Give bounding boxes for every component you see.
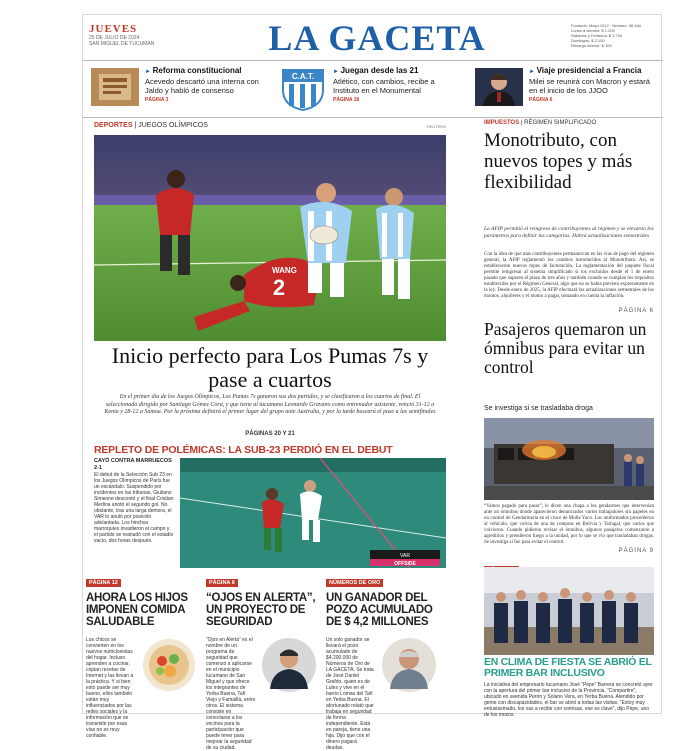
main-lede: En el primer día de los Juegos Olímpicos, Los Pumas 7s ganaron sus dos partidos, y se clasificaron a los cuartos de final. El seleccionado dirigido por Santiago Gómez Cora, y que tiene al tucumano Leonardo Gravano como entrenador asistente, venció 31-12 a Kenia y 28-12 a Samoa. Por la próxima definirá el primer lugar del grupo ante Australia, y por la tarde buscará el pase a las semifinales xyxy=(104,394,436,415)
newspaper-title[interactable]: LA GACETA xyxy=(268,18,486,58)
secondary-subhead: CAYÓ CONTRA MARRUECOS 2-1 xyxy=(94,458,172,471)
right-kicker-grey[interactable]: RÉGIMEN SIMPLIFICADO xyxy=(524,120,597,126)
masthead-info-line: Lunes a viernes: $ 1.200 xyxy=(571,28,615,33)
omnibus-body: “Vamos pagado para pasar”, le dicen una chapa a los gendarmes que intervenían ante un ómnibus donde aparecieron denunciados varios trabajadores sin papeles en un control de Gendarmería en el cruce de Molle Yaco. Los uniformados procedieron al vehículo, que volvía de una de compras en Bolivia y Tartagal, que varios que volvieron. Cuando pidieron revisar el ómnibus, algunos pasajeros comenzaron a agredirlos y prendieron fuego a la unidad, por lo que se vio que trasladaban drogas. Se investiga si fue para evitar el control. xyxy=(484,504,654,545)
masthead-info-line: Fundado: Mayo 1912 · Número: 36.4## xyxy=(571,23,642,28)
teaser-body: Acevedo descartó una interna con Jaldo y habló de consenso xyxy=(145,77,259,95)
section-label: DEPORTES | JUEGOS OLÍMPICOS REUTERS xyxy=(94,122,446,129)
bottom-body: Un solo ganador se llevará el pozo acumulado de $4.200.000 de Números de Oro de LA GACETA. Se trata de José Daniel Grafón, quien es de Lules y vive en el barrio Lomas del Tafí en Yerba Buena. El afortunado relató que trabaja en seguridad de forma independiente. Está en pareja, tiene una hija. Dijo que con el dinero pagará deudas. xyxy=(326,637,374,751)
teaser-page: PÁGINA 6 xyxy=(529,97,553,103)
var-offside-photo[interactable] xyxy=(180,458,446,568)
photo-credit: REUTERS xyxy=(426,124,446,129)
teaser-page: PÁGINA 3 xyxy=(145,97,169,103)
subsection-name[interactable]: JUEGOS OLÍMPICOS xyxy=(138,122,208,129)
masthead-date-line: 25 DE JULIO DE 2024 xyxy=(89,35,140,41)
bottom-kicker: PÁGINA 12 xyxy=(86,579,121,587)
secondary-body: El debut de la Selección Sub 23 en los Juegos Olímpicos de París fue un escándalo. Suspendido por incidentes en las tribunas, Giuliano Simeone descontó y el final Cristian Medina anotó el segundo gol. No obstante, tras una larga demora, el VAR lo anuló por posición adelantada. Los hinchas marroquíes invadieron el campo y el partido se reanudó con el estadio vacío, dos horas después. xyxy=(94,472,174,544)
jersey-number: 2 xyxy=(272,275,286,300)
offside-label: OFFSIDE xyxy=(394,561,416,567)
bottom-headline: UN GANADOR DEL POZO ACUMULADO DE $ 4,2 MILLONES xyxy=(326,592,433,628)
rugby-main-photo[interactable] xyxy=(94,135,446,341)
teaser-page: PÁGINA 18 xyxy=(333,97,360,103)
teaser-body: Atlético, con cambios, recibe a Instituto en el Monumental xyxy=(333,77,435,95)
bottom-story-security[interactable] xyxy=(206,571,322,751)
right-kicker: IMPUESTOS | RÉGIMEN SIMPLIFICADO xyxy=(484,120,597,126)
page-content xyxy=(82,14,662,751)
teaser-body: Milei se reunirá con Macron y estará en el inicio de los JJOO xyxy=(529,77,650,95)
cat-crest-label: C.A.T. xyxy=(291,72,315,81)
monotributo-page: PÁGINA 6 xyxy=(618,308,654,314)
masthead-day: JUEVES xyxy=(89,23,138,35)
omnibus-headline[interactable]: Pasajeros quemaron un ómnibus para evitar un control xyxy=(484,319,647,377)
omnibus-subhead: Se investiga si se trasladaba droga xyxy=(484,405,593,412)
omnibus-page: PÁGINA 9 xyxy=(618,548,654,554)
right-kicker-red[interactable]: IMPUESTOS xyxy=(484,120,520,126)
masthead-info-line: Sábados y Feriados: $ 1.700 xyxy=(571,33,623,38)
bottom-headline: AHORA LOS HIJOS IMPONEN COMIDA SALUDABLE xyxy=(86,592,188,628)
official-portrait-image xyxy=(258,637,320,693)
main-pages: PÁGINAS 20 Y 21 xyxy=(245,431,295,437)
food-bowl-image xyxy=(138,637,200,693)
secondary-headline[interactable]: REPLETO DE POLÉMICAS: LA SUB-23 PERDIÓ EN EL DEBUT xyxy=(94,444,393,456)
section-name[interactable]: DEPORTES xyxy=(94,122,133,129)
bottom-body: “Ojos en Alerta” es el nombre de un programa de seguridad que comenzó a aplicarse en el municipio tucumano de San Miguel y que ofrece los integrantes de Yerba Buena, Tafí Viejo y Famaillá, entre otros. El sistema consiste en conectarse a los vecinos para la participación que puede tener para mejorar la seguridad de su ciudad. xyxy=(206,637,256,751)
bottom-kicker: PÁGINA 8 xyxy=(206,579,238,587)
burned-bus-photo[interactable] xyxy=(484,418,654,500)
masthead-info-line: Recargo interior: $ 100 xyxy=(571,43,612,48)
inclusive-bar-photo[interactable] xyxy=(484,567,654,655)
jersey-name: WANG xyxy=(272,266,297,275)
bottom-body: Los chicos se convierten en los nuevos nutricionistas del hogar. Incluso aprenden a cocinar, copian recetas de Internet y las llevan a la práctica. Y si bien esto puede ser muy bueno, ellos también están muy influenciados por las redes sociales y la información que se transmite por esas vías no es muy confiable. xyxy=(86,637,134,739)
var-label: VAR xyxy=(400,553,410,559)
monotributo-body: Con la idea de que más contribuyentes permanezcan en las vías de pago del régimen general, la AFIP reglamentó los cambios introducidos al Monotributo. Así, se establecieron nuevos topes de facturación. La reglamentación del paquete fiscal permite reingresar al sistema simplificado si los excluidos desde el 1 de enero pasado que superen el plazo de tres años y también cuando se cumplan los requisitos establecidos por el Régimen General, algo que no se había previsto expresamente en la ley. Desde enero de 2025, la AFIP efectuará las actualizaciones semestrales de los montos, alquileres y el monto a pagar, tomando en cuenta la inflación. xyxy=(484,252,654,299)
masthead-edition: SAN MIGUEL DE TUCUMÁN xyxy=(89,41,155,47)
teaser-title: ► Juegan desde las 21 xyxy=(333,66,463,77)
main-headline[interactable]: Inicio perfecto para Los Pumas 7s y pase a cuartos xyxy=(111,343,429,392)
bottom-story-lottery[interactable] xyxy=(326,571,442,751)
masthead-info-line: Domingos: $ 2.100 xyxy=(571,38,605,43)
teaser-title: ► Reforma constitucional xyxy=(145,66,275,77)
bottom-kicker: NÚMEROS DE ORO xyxy=(326,579,383,587)
monotributo-lede: La AFIP permitió el reingreso de contribuyentes al régimen y se elevaron los parámetros para definir las categorías. Habrá actualizaciones semestrales xyxy=(484,226,654,239)
monotributo-headline[interactable]: Monotributo, con nuevos topes y más flexibilidad xyxy=(484,130,633,193)
bottom-headline: “OJOS EN ALERTA”, UN PROYECTO DE SEGURIDAD xyxy=(206,592,316,628)
bottom-story-food[interactable] xyxy=(86,571,202,739)
teaser-title: ► Viaje presidencial a Francia xyxy=(529,66,659,77)
winner-portrait-image xyxy=(378,637,440,693)
bar-body: La iniciativa del empresario tucumano José “Pepe” Barrera se concretó ayer con la apertura del primer bar inclusivo de la Provincia, “Compartire”, ubicado en avenida Perón y Solano Vera, en Yerba Buena. Atendido por gente con discapacidades, el bar se abrió a todas las visitas. “Estoy muy entusiasmado, los vas a recibir con sonrisas, ese es clave”, dijo Pépe, uno de los mozos. xyxy=(484,682,653,718)
bar-headline[interactable]: EN CLIMA DE FIESTA SE ABRIÓ EL PRIMER BAR INCLUSIVO xyxy=(484,656,652,679)
